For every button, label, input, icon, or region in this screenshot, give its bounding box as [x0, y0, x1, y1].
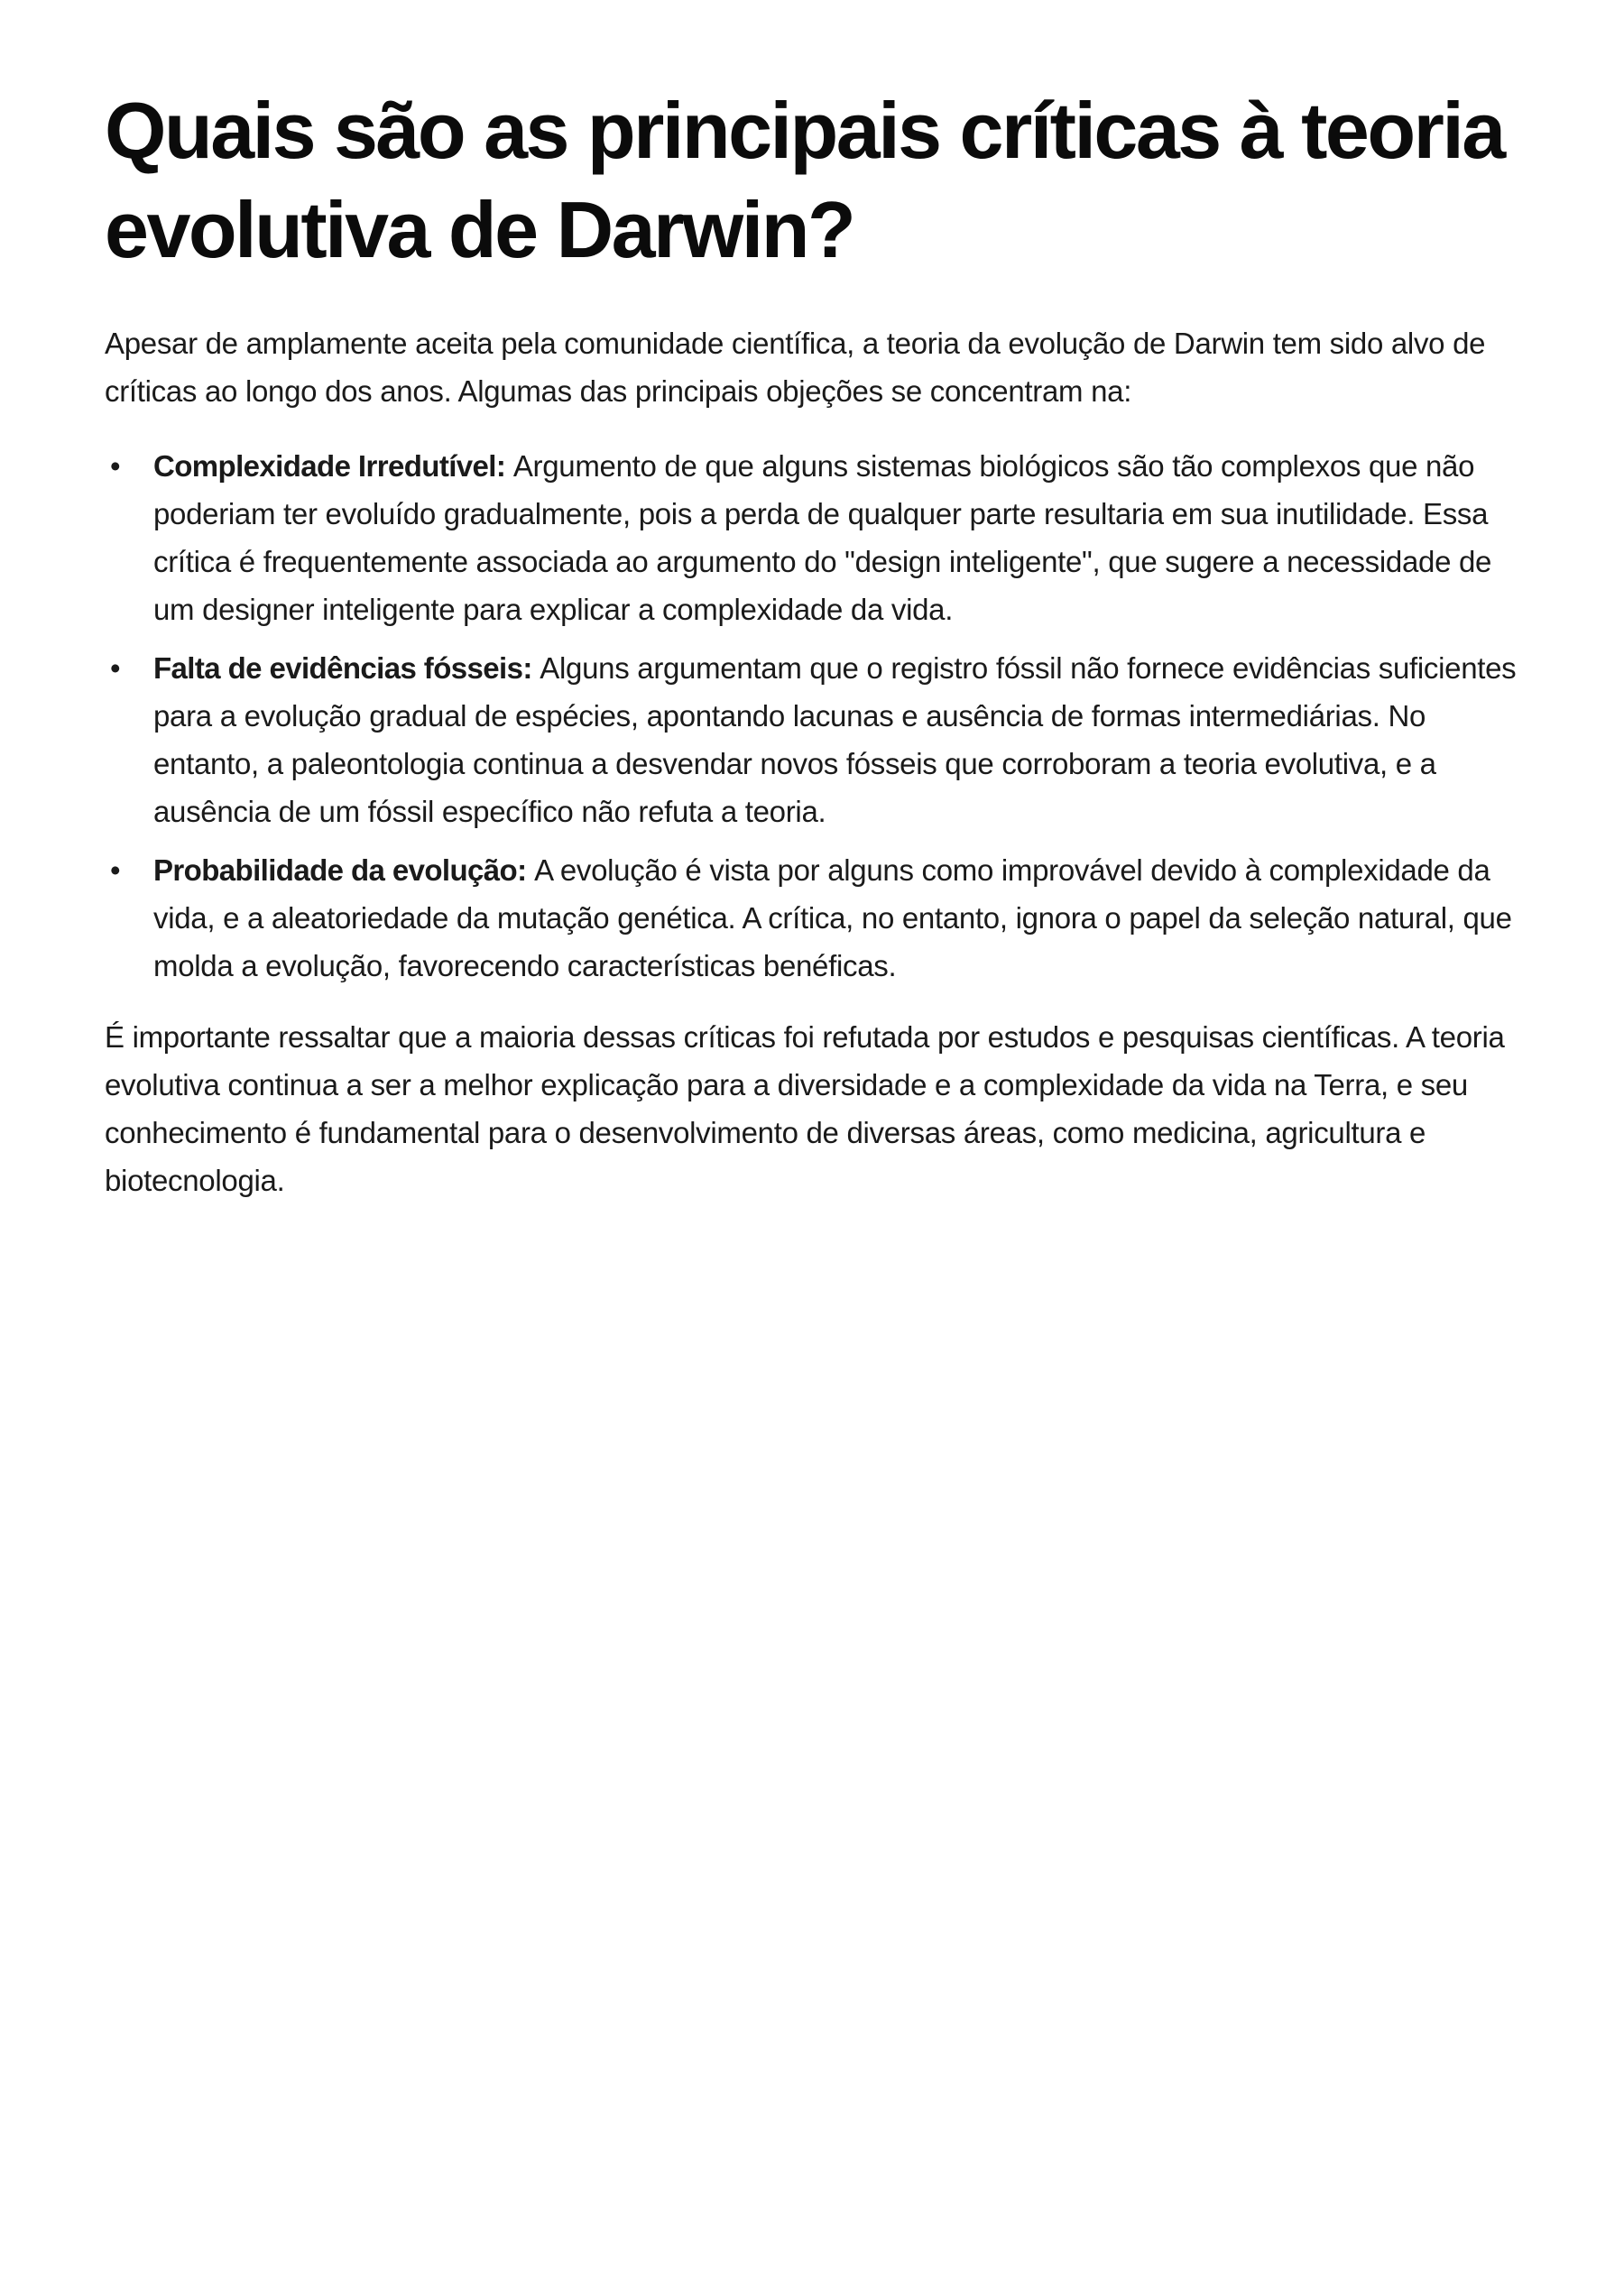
list-item-text: Argumento de que alguns sistemas biológicos são tão complexos que não poderiam ter evoluído gradualmente, pois a perda de qualquer parte resultaria em sua inutilidade. Essa crítica é frequentemente associada ao argumento do "design inteligente", que sugere a necessidade de um designer inteligente para explicar a complexidade da vida.	[153, 449, 1492, 626]
list-item	[105, 846, 1521, 990]
intro-paragraph: Apesar de amplamente aceita pela comunidade científica, a teoria da evolução de Darwin tem sido alvo de críticas ao longo dos anos. Algumas das principais objeções se concentram na:	[105, 327, 1486, 408]
bullet-icon: •	[110, 651, 121, 685]
list-item	[105, 644, 1521, 835]
document-page	[105, 81, 1521, 1204]
list-item-term: Complexidade Irredutível:	[153, 449, 513, 483]
page-title: Quais são as principais críticas à teoria evolutiva de Darwin?	[105, 86, 1504, 274]
bullet-icon: •	[110, 853, 121, 887]
criticism-list	[105, 442, 1521, 990]
list-item-term: Falta de evidências fósseis:	[153, 651, 540, 685]
bullet-icon: •	[110, 449, 121, 483]
list-item-term: Probabilidade da evolução:	[153, 853, 535, 887]
closing-paragraph: É importante ressaltar que a maioria dessas críticas foi refutada por estudos e pesquisas científicas. A teoria evolutiva continua a ser a melhor explicação para a diversidade e a complexidade da vida na Terra, e seu conhecimento é fundamental para o desenvolvimento de diversas áreas, como medicina, agricultura e biotecnologia.	[105, 1020, 1505, 1197]
list-item-text: Alguns argumentam que o registro fóssil não fornece evidências suficientes para a evolução gradual de espécies, apontando lacunas e ausência de formas intermediárias. No entanto, a paleontologia continua a desvendar novos fósseis que corroboram a teoria evolutiva, e a ausência de um fóssil específico não refuta a teoria.	[153, 651, 1517, 828]
list-item	[105, 442, 1521, 633]
list-item-text: A evolução é vista por alguns como improvável devido à complexidade da vida, e a aleatoriedade da mutação genética. A crítica, no entanto, ignora o papel da seleção natural, que molda a evolução, favorecendo características benéficas.	[153, 853, 1512, 982]
